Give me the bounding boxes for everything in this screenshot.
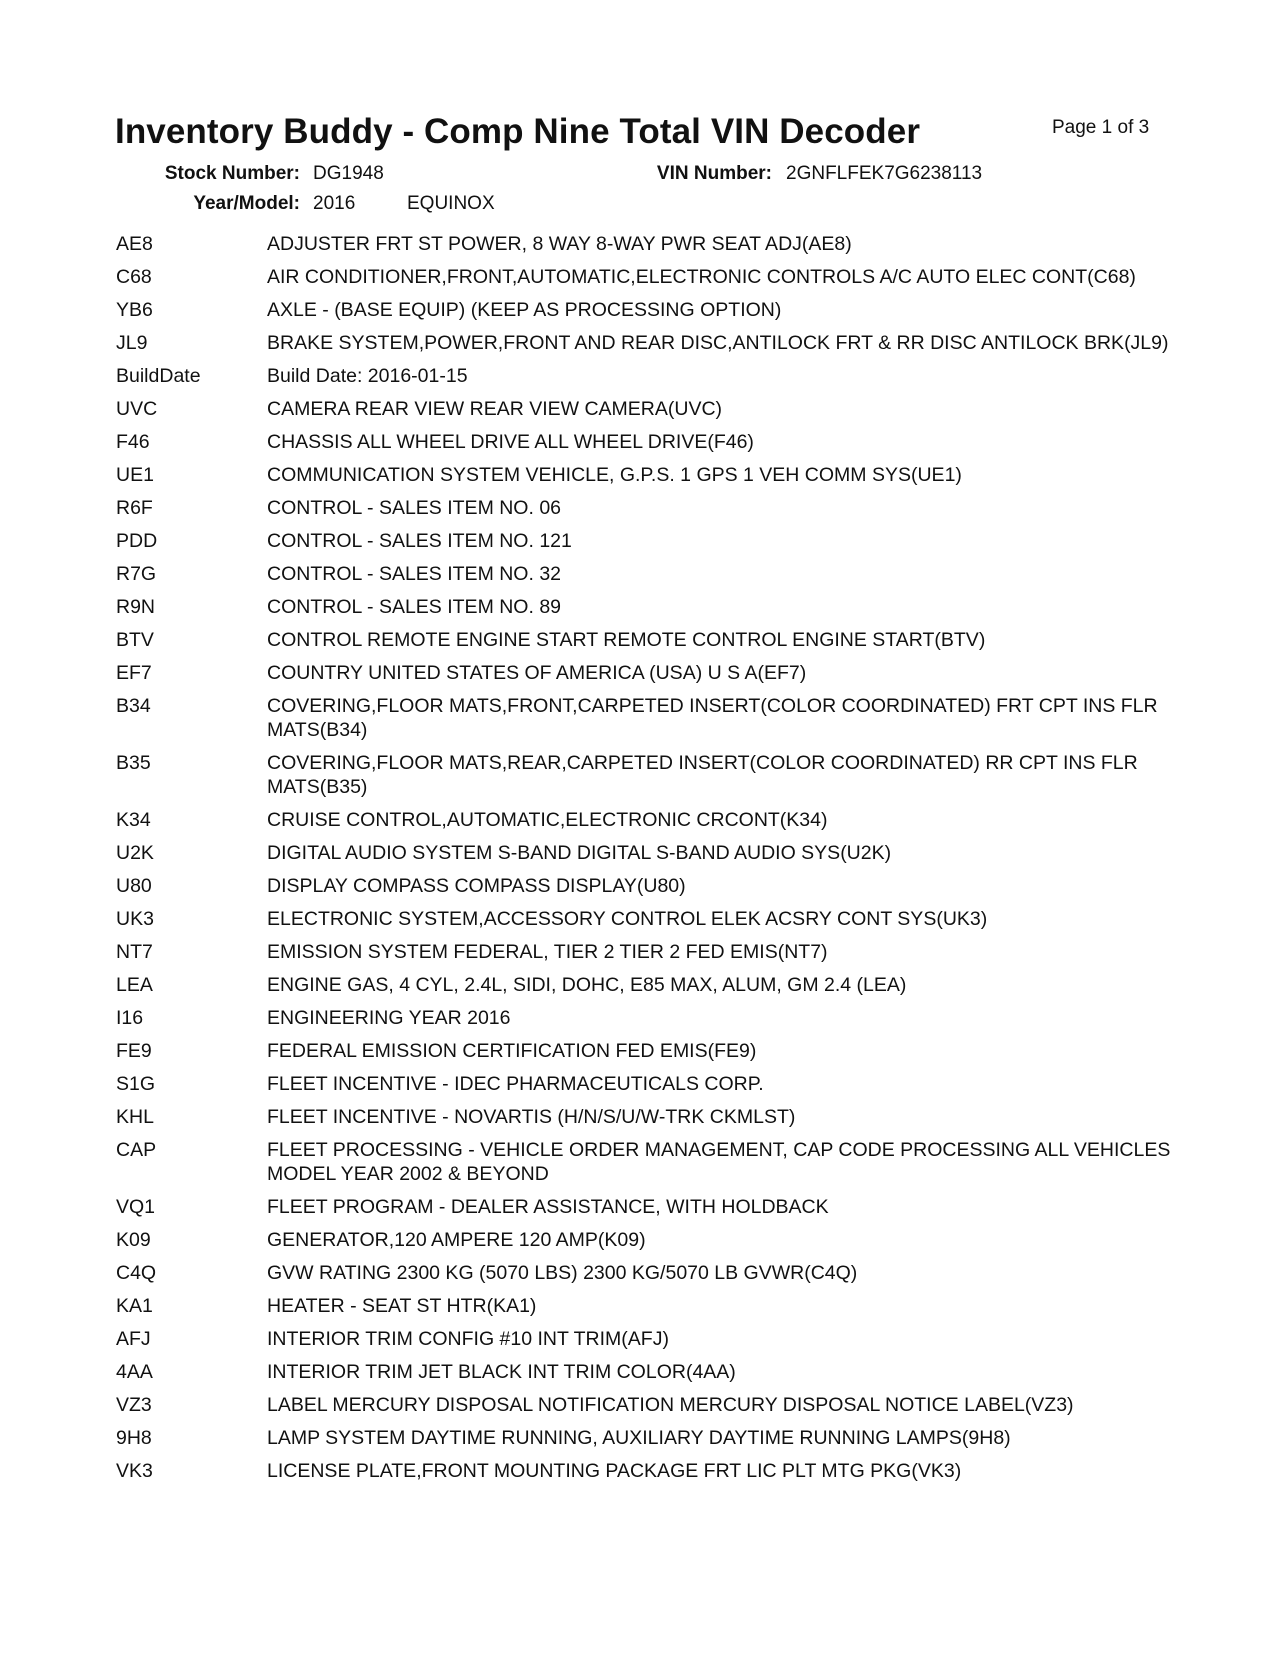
option-code: FE9 bbox=[116, 1040, 152, 1062]
option-row bbox=[116, 751, 1171, 799]
option-code: C4Q bbox=[116, 1262, 157, 1284]
option-code: PDD bbox=[116, 530, 158, 552]
option-description: FLEET PROCESSING - VEHICLE ORDER MANAGEMENT, CAP CODE PROCESSING ALL VEHICLES MODEL YEAR 2002 & BEYOND bbox=[267, 1139, 1171, 1185]
option-row bbox=[116, 661, 1171, 685]
option-row bbox=[116, 232, 1171, 256]
option-row bbox=[116, 397, 1171, 421]
vin-number-label: VIN Number: bbox=[656, 163, 772, 184]
option-code: S1G bbox=[116, 1073, 156, 1095]
option-code: UE1 bbox=[116, 464, 154, 486]
option-description: EMISSION SYSTEM FEDERAL, TIER 2 TIER 2 FED EMIS(NT7) bbox=[267, 941, 828, 963]
option-row bbox=[116, 1072, 1171, 1096]
option-description: LAMP SYSTEM DAYTIME RUNNING, AUXILIARY DAYTIME RUNNING LAMPS(9H8) bbox=[267, 1427, 1011, 1449]
option-row bbox=[116, 1426, 1171, 1450]
option-row bbox=[116, 529, 1171, 553]
option-code: AE8 bbox=[116, 233, 153, 255]
option-row bbox=[116, 562, 1171, 586]
model-value: EQUINOX bbox=[407, 193, 495, 214]
option-description: ENGINEERING YEAR 2016 bbox=[267, 1007, 511, 1029]
option-row bbox=[116, 1294, 1171, 1318]
stock-number-value: DG1948 bbox=[313, 163, 384, 184]
option-description: CONTROL - SALES ITEM NO. 32 bbox=[267, 563, 562, 585]
option-description: DIGITAL AUDIO SYSTEM S-BAND DIGITAL S-BAND AUDIO SYS(U2K) bbox=[267, 842, 892, 864]
option-description: CONTROL REMOTE ENGINE START REMOTE CONTROL ENGINE START(BTV) bbox=[267, 629, 986, 651]
option-description: COUNTRY UNITED STATES OF AMERICA (USA) U S A(EF7) bbox=[267, 662, 807, 684]
option-row bbox=[116, 841, 1171, 865]
option-description: CONTROL - SALES ITEM NO. 89 bbox=[267, 596, 562, 618]
option-row bbox=[116, 430, 1171, 454]
option-description: FLEET PROGRAM - DEALER ASSISTANCE, WITH HOLDBACK bbox=[267, 1196, 829, 1218]
option-row bbox=[116, 496, 1171, 520]
option-code: BTV bbox=[116, 629, 154, 651]
option-description: CRUISE CONTROL,AUTOMATIC,ELECTRONIC CRCONT(K34) bbox=[267, 809, 828, 831]
option-description: HEATER - SEAT ST HTR(KA1) bbox=[267, 1295, 537, 1317]
option-row bbox=[116, 874, 1171, 898]
option-description: COMMUNICATION SYSTEM VEHICLE, G.P.S. 1 GPS 1 VEH COMM SYS(UE1) bbox=[267, 464, 962, 486]
option-description: CONTROL - SALES ITEM NO. 121 bbox=[267, 530, 572, 552]
option-description: CONTROL - SALES ITEM NO. 06 bbox=[267, 497, 562, 519]
option-description: GVW RATING 2300 KG (5070 LBS) 2300 KG/5070 LB GVWR(C4Q) bbox=[267, 1262, 858, 1284]
option-code: EF7 bbox=[116, 662, 152, 684]
option-code: 9H8 bbox=[116, 1427, 152, 1449]
option-description: BRAKE SYSTEM,POWER,FRONT AND REAR DISC,ANTILOCK FRT & RR DISC ANTILOCK BRK(JL9) bbox=[267, 332, 1169, 354]
option-row bbox=[116, 1138, 1171, 1186]
option-code: UK3 bbox=[116, 908, 154, 930]
option-description: FLEET INCENTIVE - IDEC PHARMACEUTICALS CORP. bbox=[267, 1073, 764, 1095]
option-code: F46 bbox=[116, 431, 150, 453]
option-code: KHL bbox=[116, 1106, 154, 1128]
vin-number-value: 2GNFLFEK7G6238113 bbox=[786, 163, 983, 184]
option-code: K34 bbox=[116, 809, 151, 831]
option-row bbox=[116, 331, 1171, 355]
option-row bbox=[116, 1039, 1171, 1063]
option-row bbox=[116, 628, 1171, 652]
option-code: AFJ bbox=[116, 1328, 151, 1350]
option-code: B35 bbox=[116, 752, 151, 774]
option-description: INTERIOR TRIM CONFIG #10 INT TRIM(AFJ) bbox=[267, 1328, 669, 1350]
option-code: R6F bbox=[116, 497, 153, 519]
option-code: 4AA bbox=[116, 1361, 153, 1383]
option-description: CAMERA REAR VIEW REAR VIEW CAMERA(UVC) bbox=[267, 398, 723, 420]
option-code: KA1 bbox=[116, 1295, 153, 1317]
option-description: DISPLAY COMPASS COMPASS DISPLAY(U80) bbox=[267, 875, 686, 897]
stock-number-label: Stock Number: bbox=[164, 163, 300, 184]
option-code: VZ3 bbox=[116, 1394, 152, 1416]
option-description: ADJUSTER FRT ST POWER, 8 WAY 8-WAY PWR SEAT ADJ(AE8) bbox=[267, 233, 852, 255]
option-row bbox=[116, 1327, 1171, 1351]
option-description: FLEET INCENTIVE - NOVARTIS (H/N/S/U/W-TRK CKMLST) bbox=[267, 1106, 796, 1128]
option-code: NT7 bbox=[116, 941, 153, 963]
option-code: BuildDate bbox=[116, 365, 201, 387]
option-description: COVERING,FLOOR MATS,FRONT,CARPETED INSERT(COLOR COORDINATED) FRT CPT INS FLR MATS(B34) bbox=[267, 695, 1158, 741]
option-code: VQ1 bbox=[116, 1196, 156, 1218]
option-row bbox=[116, 1360, 1171, 1384]
option-description: GENERATOR,120 AMPERE 120 AMP(K09) bbox=[267, 1229, 646, 1251]
option-row bbox=[116, 1006, 1171, 1030]
option-code: UVC bbox=[116, 398, 158, 420]
option-code: R7G bbox=[116, 563, 157, 585]
option-code: U2K bbox=[116, 842, 154, 864]
option-code: I16 bbox=[116, 1007, 144, 1029]
year-value: 2016 bbox=[313, 193, 356, 214]
option-code: YB6 bbox=[116, 299, 153, 321]
option-row bbox=[116, 1195, 1171, 1219]
option-row bbox=[116, 463, 1171, 487]
option-code: R9N bbox=[116, 596, 156, 618]
option-row bbox=[116, 940, 1171, 964]
option-description: ELECTRONIC SYSTEM,ACCESSORY CONTROL ELEK ACSRY CONT SYS(UK3) bbox=[267, 908, 988, 930]
option-row bbox=[116, 595, 1171, 619]
option-description: CHASSIS ALL WHEEL DRIVE ALL WHEEL DRIVE(F46) bbox=[267, 431, 754, 453]
option-code-list bbox=[116, 232, 1171, 1492]
year-model-label: Year/Model: bbox=[193, 193, 300, 214]
option-code: JL9 bbox=[116, 332, 148, 354]
option-description: INTERIOR TRIM JET BLACK INT TRIM COLOR(4AA) bbox=[267, 1361, 736, 1383]
option-description: COVERING,FLOOR MATS,REAR,CARPETED INSERT(COLOR COORDINATED) RR CPT INS FLR MATS(B35) bbox=[267, 752, 1138, 798]
option-row bbox=[116, 1393, 1171, 1417]
option-description: LICENSE PLATE,FRONT MOUNTING PACKAGE FRT LIC PLT MTG PKG(VK3) bbox=[267, 1460, 962, 1482]
option-code: CAP bbox=[116, 1139, 157, 1161]
option-row bbox=[116, 1261, 1171, 1285]
page-number: Page 1 of 3 bbox=[1052, 117, 1150, 138]
option-row bbox=[116, 265, 1171, 289]
document-title: Inventory Buddy - Comp Nine Total VIN Decoder bbox=[115, 112, 921, 151]
option-row bbox=[116, 364, 1171, 388]
option-row bbox=[116, 808, 1171, 832]
option-code: C68 bbox=[116, 266, 152, 288]
option-description: AXLE - (BASE EQUIP) (KEEP AS PROCESSING OPTION) bbox=[267, 299, 782, 321]
option-row bbox=[116, 1459, 1171, 1483]
option-code: VK3 bbox=[116, 1460, 153, 1482]
option-code: LEA bbox=[116, 974, 153, 996]
option-row bbox=[116, 1228, 1171, 1252]
option-description: AIR CONDITIONER,FRONT,AUTOMATIC,ELECTRONIC CONTROLS A/C AUTO ELEC CONT(C68) bbox=[267, 266, 1136, 288]
option-row bbox=[116, 298, 1171, 322]
option-description: FEDERAL EMISSION CERTIFICATION FED EMIS(FE9) bbox=[267, 1040, 757, 1062]
option-row bbox=[116, 1105, 1171, 1129]
option-row bbox=[116, 694, 1171, 742]
option-row bbox=[116, 973, 1171, 997]
option-code: K09 bbox=[116, 1229, 151, 1251]
option-code: U80 bbox=[116, 875, 152, 897]
option-description: LABEL MERCURY DISPOSAL NOTIFICATION MERCURY DISPOSAL NOTICE LABEL(VZ3) bbox=[267, 1394, 1074, 1416]
option-row bbox=[116, 907, 1171, 931]
option-description: Build Date: 2016-01-15 bbox=[267, 365, 468, 387]
option-code: B34 bbox=[116, 695, 151, 717]
option-description: ENGINE GAS, 4 CYL, 2.4L, SIDI, DOHC, E85 MAX, ALUM, GM 2.4 (LEA) bbox=[267, 974, 907, 996]
